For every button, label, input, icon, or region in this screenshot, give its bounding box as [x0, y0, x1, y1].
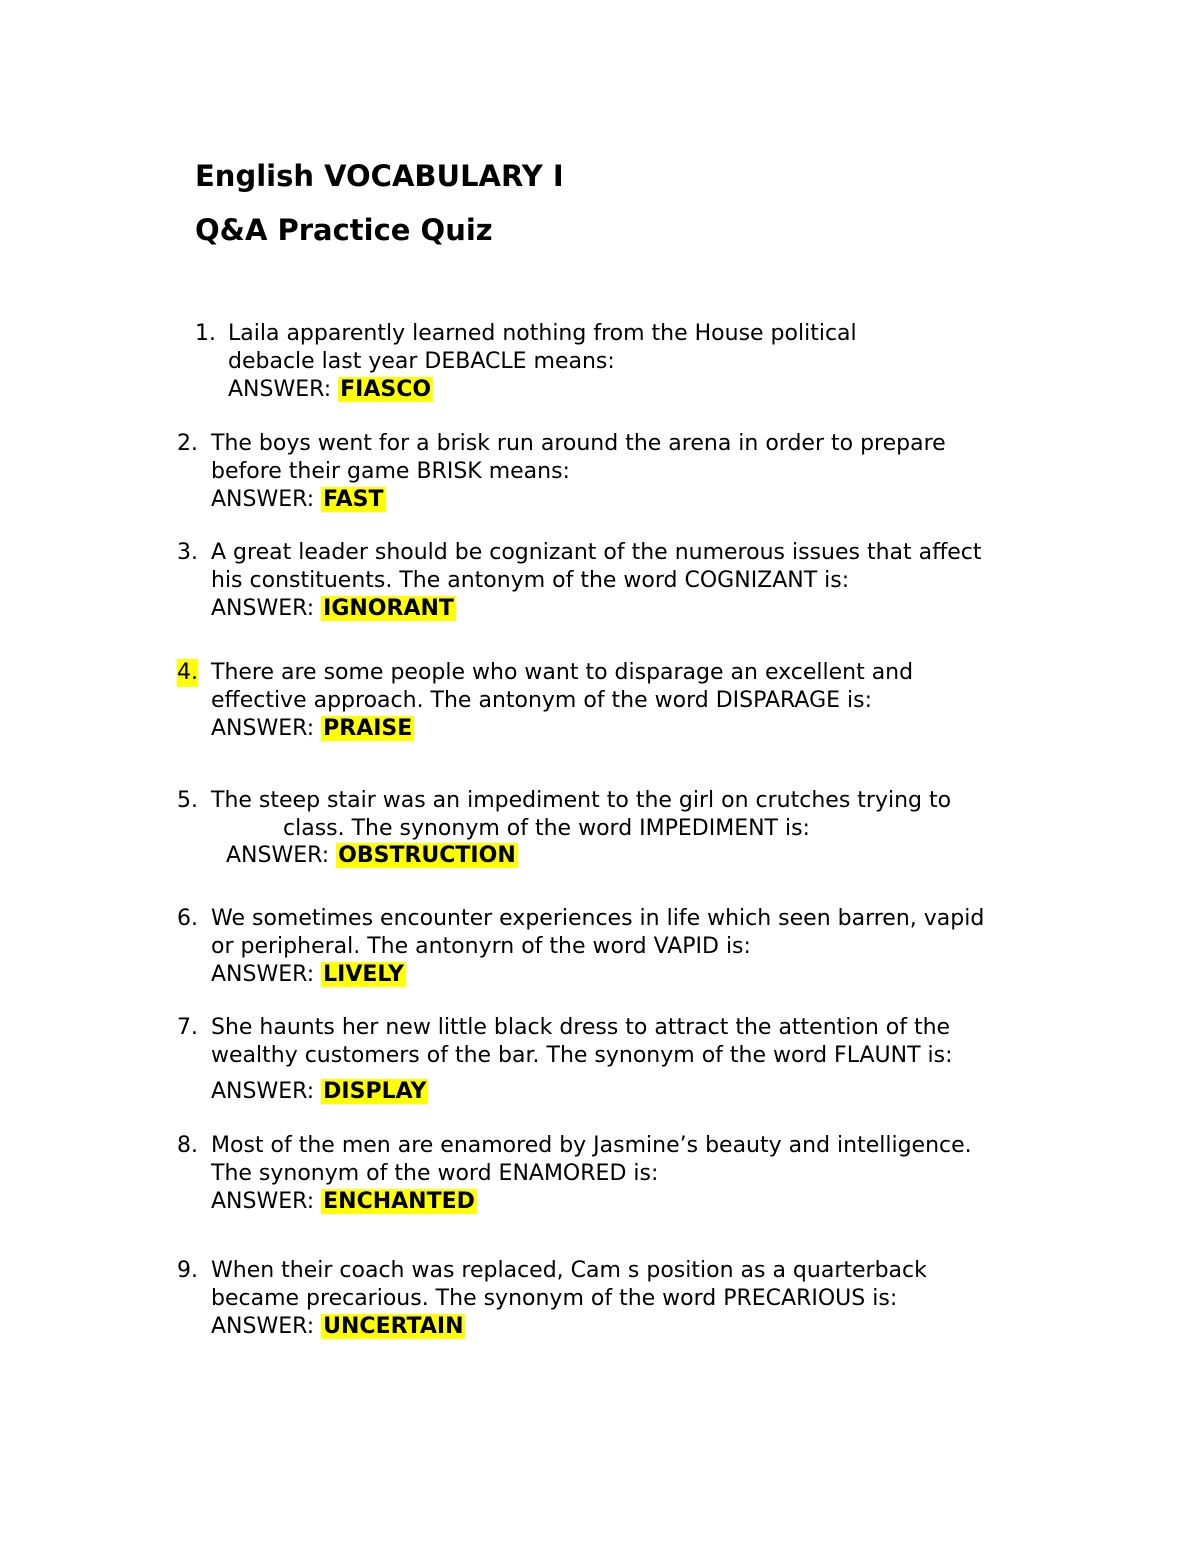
question-number: 5.: [177, 788, 198, 813]
question-number: 2.: [177, 431, 198, 456]
question-item-8: [177, 1132, 1077, 1222]
question-text: effective approach. The antonym of the word DISPARAGE is:: [211, 688, 873, 713]
answer-label: ANSWER:: [226, 843, 330, 868]
answer-value: FIASCO: [340, 377, 432, 402]
answer-value: PRAISE: [323, 716, 413, 741]
question-text: became precarious. The synonym of the word PRECARIOUS is:: [211, 1286, 898, 1311]
answer-label: ANSWER:: [211, 1079, 315, 1104]
question-text: The steep stair was an impediment to the girl on crutches trying to: [211, 788, 952, 813]
question-item-1: [195, 320, 1095, 410]
answer-line: [211, 1188, 477, 1216]
answer-label: ANSWER:: [211, 1314, 315, 1339]
question-text: or peripheral. The antonyrn of the word VAPID is:: [211, 934, 751, 959]
question-text: The synonym of the word ENAMORED is:: [211, 1161, 659, 1186]
answer-label: ANSWER:: [211, 962, 315, 987]
answer-label: ANSWER:: [211, 1189, 315, 1214]
answer-value: FAST: [323, 487, 384, 512]
question-text: wealthy customers of the bar. The synonym of the word FLAUNT is:: [211, 1043, 953, 1068]
answer-label: ANSWER:: [211, 716, 315, 741]
question-item-5: [177, 787, 1077, 877]
question-number: 3.: [177, 540, 198, 565]
question-text: A great leader should be cognizant of the numerous issues that affect: [211, 540, 982, 565]
answer-value: UNCERTAIN: [323, 1314, 464, 1339]
question-text: We sometimes encounter experiences in life which seen barren, vapid: [211, 906, 985, 931]
document-title: English VOCABULARY I: [195, 159, 564, 193]
question-text: There are some people who want to disparage an excellent and: [211, 660, 914, 685]
answer-value: ENCHANTED: [323, 1189, 475, 1214]
question-item-7: [177, 1014, 1077, 1114]
answer-line: [226, 842, 518, 870]
answer-line: [228, 376, 433, 404]
question-number: 6.: [177, 906, 198, 931]
answer-value: LIVELY: [323, 962, 404, 987]
question-item-4: [177, 659, 1077, 749]
question-text: class. The synonym of the word IMPEDIMENT is:: [283, 816, 810, 841]
question-text: Most of the men are enamored by Jasmine’s beauty and intelligence.: [211, 1133, 972, 1158]
answer-value: IGNORANT: [323, 596, 454, 621]
question-text: Laila apparently learned nothing from the House political: [228, 321, 857, 346]
question-text: The boys went for a brisk run around the arena in order to prepare: [211, 431, 946, 456]
question-text: before their game BRISK means:: [211, 459, 570, 484]
answer-value: OBSTRUCTION: [338, 843, 516, 868]
question-text: When their coach was replaced, Cam s position as a quarterback: [211, 1258, 927, 1283]
answer-line: [211, 1078, 428, 1106]
question-number: 8.: [177, 1133, 198, 1158]
question-item-3: [177, 539, 1077, 629]
question-item-9: [177, 1257, 1077, 1347]
question-item-2: [177, 430, 1077, 520]
question-number: 9.: [177, 1258, 198, 1283]
question-text: his constituents. The antonym of the word COGNIZANT is:: [211, 568, 850, 593]
answer-label: ANSWER:: [211, 487, 315, 512]
answer-line: [211, 595, 456, 623]
document-subtitle: Q&A Practice Quiz: [195, 213, 493, 247]
answer-label: ANSWER:: [228, 377, 332, 402]
answer-label: ANSWER:: [211, 596, 315, 621]
answer-line: [211, 1313, 465, 1341]
question-number: 7.: [177, 1015, 198, 1040]
question-text: She haunts her new little black dress to attract the attention of the: [211, 1015, 951, 1040]
question-text: debacle last year DEBACLE means:: [228, 349, 615, 374]
answer-value: DISPLAY: [323, 1079, 427, 1104]
question-number: 4.: [177, 660, 198, 685]
question-item-6: [177, 905, 1077, 995]
answer-line: [211, 486, 386, 514]
question-number: 1.: [195, 321, 216, 346]
answer-line: [211, 961, 406, 989]
answer-line: [211, 715, 414, 743]
